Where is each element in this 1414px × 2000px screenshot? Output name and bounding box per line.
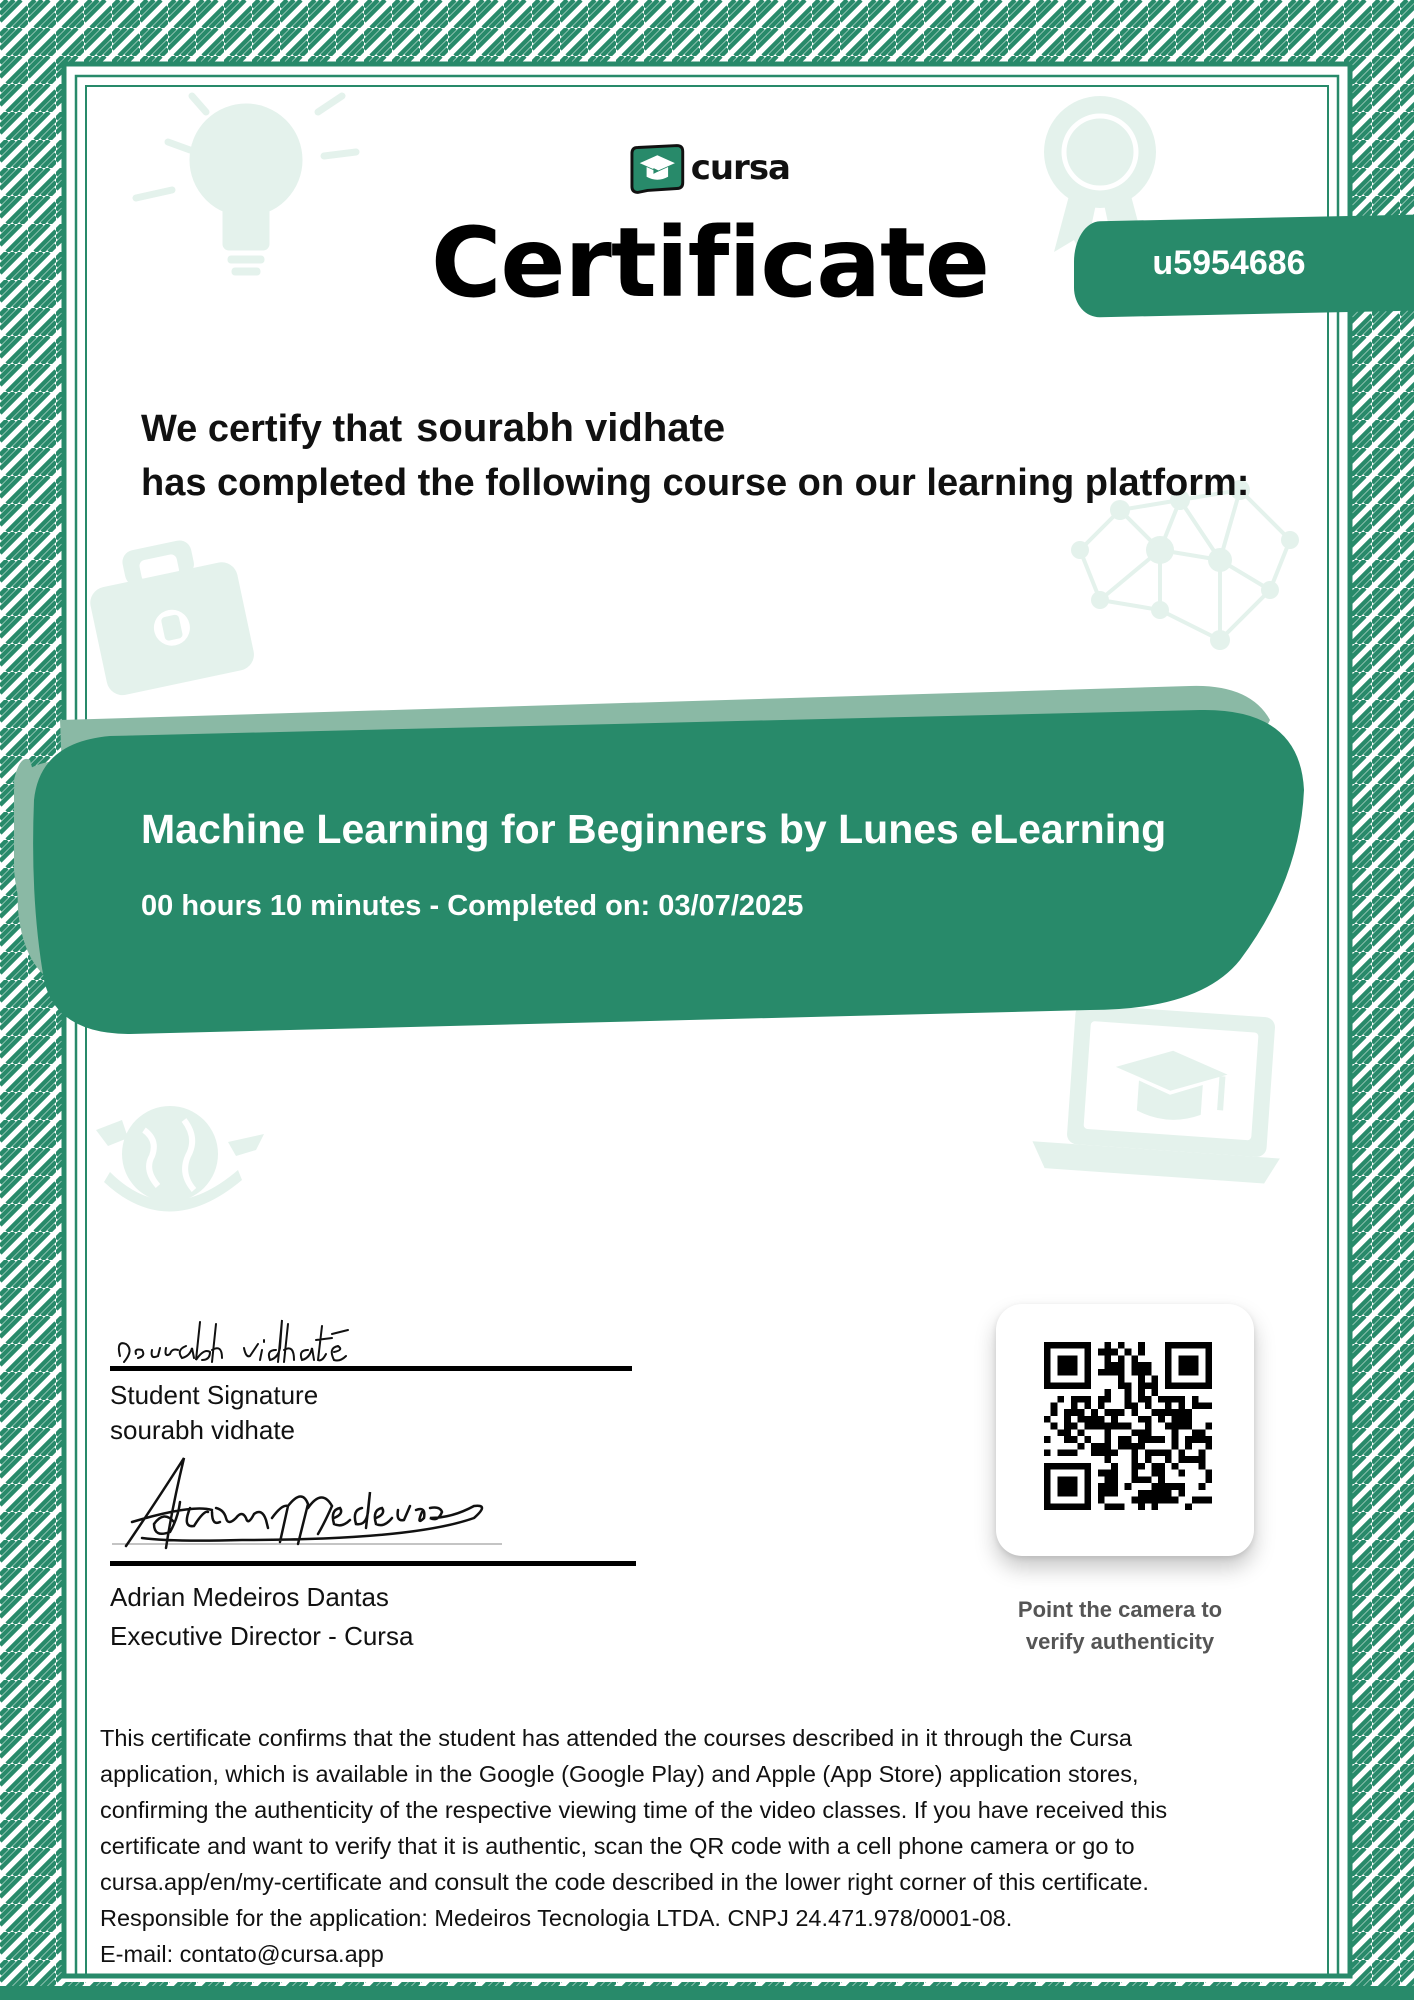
footer-line: application, which is available in the Google (Google Play) and Apple (App Store) application stores, bbox=[100, 1761, 1139, 1787]
certificate-code: u5954686 bbox=[1152, 244, 1306, 282]
qr-code[interactable] bbox=[1044, 1342, 1212, 1510]
footer-line: confirming the authenticity of the respective viewing time of the video classes. If you have received this bbox=[100, 1797, 1168, 1823]
footer-line: certificate and want to verify that it is authentic, scan the QR code with a cell phone camera or go to bbox=[100, 1833, 1135, 1859]
footer-line: E-mail: contato@cursa.app bbox=[100, 1941, 384, 1967]
student-signature-label: Student Signature bbox=[110, 1380, 319, 1410]
qr-finder-pattern bbox=[1044, 1342, 1091, 1389]
logo-wordmark: cursa bbox=[690, 148, 790, 188]
qr-caption-line-1: Point the camera to bbox=[1017, 1597, 1223, 1622]
certificate-title: Certificate bbox=[430, 207, 990, 319]
course-meta: 00 hours 10 minutes - Completed on: 03/07/2025 bbox=[141, 890, 804, 922]
cursa-logo bbox=[630, 140, 790, 196]
director-handwritten-signature bbox=[112, 1448, 512, 1558]
course-banner bbox=[0, 680, 1320, 1040]
qr-finder-pattern bbox=[1165, 1342, 1212, 1389]
qr-caption-line-2: verify authenticity bbox=[1025, 1629, 1215, 1654]
student-name-heading: sourabh vidhate bbox=[416, 406, 726, 450]
certify-suffix: has completed the following course on our learning platform: bbox=[141, 462, 1250, 504]
student-name: sourabh vidhate bbox=[110, 1415, 296, 1445]
graduation-cap-icon bbox=[630, 141, 685, 195]
director-title: Executive Director - Cursa bbox=[110, 1621, 414, 1651]
footer-legal-text bbox=[100, 1720, 1320, 1972]
qr-caption bbox=[960, 1594, 1280, 1658]
student-handwritten-signature bbox=[112, 1310, 392, 1370]
lightbulb-icon bbox=[128, 60, 368, 290]
footer-line: cursa.app/en/my-certificate and consult the code described in the lower right corner of this certificate. bbox=[100, 1869, 1149, 1895]
qr-finder-pattern bbox=[1044, 1463, 1091, 1510]
briefcase-icon bbox=[84, 524, 254, 704]
footer-line: This certificate confirms that the student has attended the courses described in it through the Cursa bbox=[100, 1725, 1132, 1751]
certify-prefix: We certify that bbox=[141, 408, 403, 450]
director-name: Adrian Medeiros Dantas bbox=[110, 1582, 389, 1612]
student-signature-line bbox=[110, 1366, 632, 1371]
director-signature-line bbox=[110, 1561, 636, 1566]
course-name: Machine Learning for Beginners by Lunes eLearning bbox=[141, 806, 1167, 852]
certify-statement bbox=[141, 406, 725, 451]
globe-plane-icon bbox=[88, 1090, 268, 1220]
footer-line: Responsible for the application: Medeiros Tecnologia LTDA. CNPJ 24.471.978/0001-08. bbox=[100, 1905, 1013, 1931]
